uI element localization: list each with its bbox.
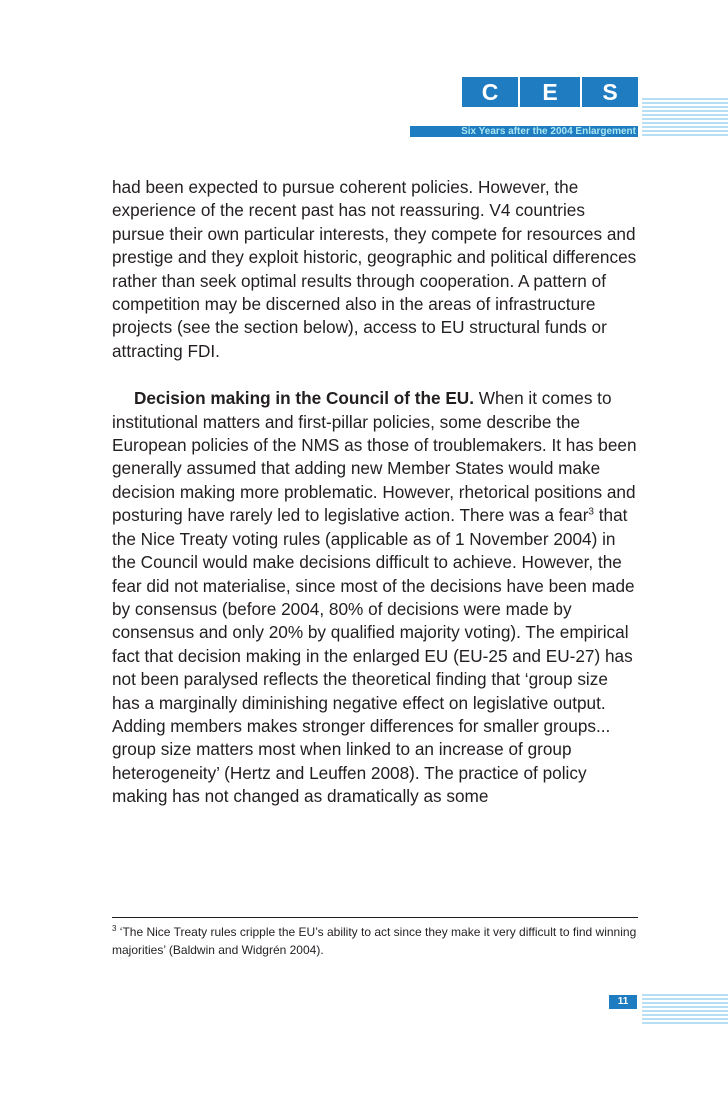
ces-logo: [462, 77, 638, 107]
footnote-number: 3: [112, 924, 117, 933]
footnote-reference[interactable]: 3: [588, 506, 594, 518]
footer-decorative-stripes: [642, 994, 728, 1026]
paragraph-2-text-a: When it comes to institutional matters and first-pillar policies, some describe the European policies of the NMS as those of troublemakers. It has been generally assumed that adding new Member States would make decision making more problematic. However, rhetorical positions and posturing have rarely led to legislative action. There was a fear: [112, 388, 637, 526]
paragraph-2: [112, 387, 640, 808]
footnote: [112, 924, 640, 959]
page-number: 11: [609, 995, 637, 1009]
footnote-divider: [112, 917, 638, 918]
footnote-text: ‘The Nice Treaty rules cripple the EU’s ability to act since they make it very difficult to find winning majorities’ (Baldwin and Widgrén 2004).: [112, 925, 637, 957]
paragraph-1: had been expected to pursue coherent policies. However, the experience of the recent past has not reassuring. V4 countries pursue their own particular interests, they compete for resources and prestige and they exploit historic, geographic and political differences rather than seek optimal results through cooperation. A pattern of competition may be discerned also in the areas of infrastructure projects (see the section below), access to EU structural funds or attracting FDI.: [112, 177, 637, 361]
logo-letter-e: E: [520, 77, 580, 107]
logo-letter-c: C: [462, 77, 518, 107]
logo-letter-s: S: [582, 77, 638, 107]
main-text: [112, 176, 640, 809]
header-decorative-stripes: [642, 98, 728, 138]
header-subtitle: Six Years after the 2004 Enlargement: [410, 126, 638, 137]
paragraph-2-text-b: that the Nice Treaty voting rules (applicable as of 1 November 2004) in the Council would make decisions difficult to achieve. However, the fear did not materialise, since most of the decisions have been made by consensus (before 2004, 80% of decisions were made by consensus and only 20% by qualified majority voting). The empirical fact that decision making in the enlarged EU (EU-25 and EU-27) has not been paralysed reflects the theoretical finding that ‘group size has a marginally diminishing negative effect on legislative output. Adding members makes stronger differences for smaller groups... group size matters most when linked to an increase of group heterogeneity’ (Hertz and Leuffen 2008). The practice of policy making has not changed as dramatically as some: [112, 505, 635, 807]
paragraph-2-heading: Decision making in the Council of the EU.: [134, 388, 474, 409]
